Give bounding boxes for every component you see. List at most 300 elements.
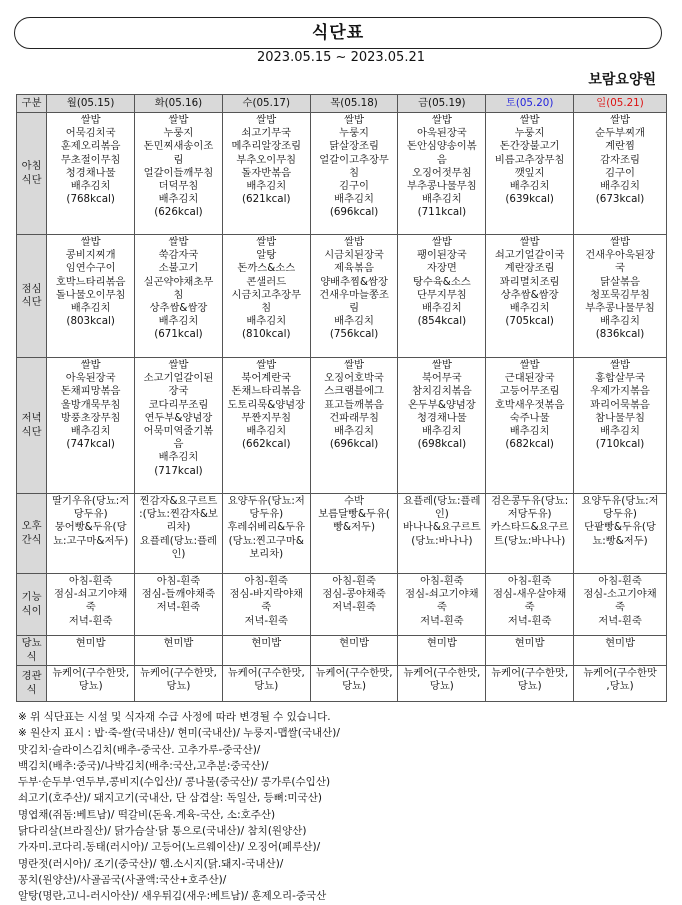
menu-item: 근대된장국 — [504, 372, 555, 385]
day-header: 금(05.19) — [398, 95, 486, 113]
menu-item: 점심-콩야채죽 — [322, 588, 386, 601]
menu-item: 우제가지볶음 — [590, 385, 650, 398]
menu-item: 훈제오리볶음 — [60, 140, 121, 153]
menu-item: 뉴케어(구수한맛, — [403, 667, 481, 679]
menu-item: 뉴케어(구수한맛, — [315, 667, 393, 679]
menu-item: 쌀밥 — [80, 114, 101, 126]
menu-item: 울방개묵무침 — [60, 398, 121, 411]
menu-item: 저녁-흰죽 — [68, 614, 113, 627]
menu-cell — [222, 494, 310, 574]
menu-cell — [574, 358, 667, 494]
menu-item: 저녁-흰죽 — [598, 614, 642, 627]
row-label-line: 경관 — [21, 670, 42, 683]
menu-item: (705kcal) — [505, 315, 554, 328]
menu-item: 시금치고추장무 — [231, 288, 302, 301]
menu-item: 누룽지 — [163, 127, 194, 140]
menu-item: 배추김치 — [509, 302, 550, 315]
menu-item: 아침-흰죽 — [598, 575, 642, 587]
menu-item: 뭉어빵&두유(당 — [54, 521, 127, 534]
menu-item: 뉴케어(구수한맛, — [227, 667, 305, 679]
menu-cell — [222, 358, 310, 494]
menu-item: 닭살장조림 — [329, 140, 379, 153]
menu-item: 쌀밥 — [168, 359, 189, 371]
menu-item: (671kcal) — [154, 328, 203, 341]
menu-item: 보리차) — [249, 547, 284, 560]
menu-item: 자장면 — [426, 262, 457, 275]
menu-item: 도토리묵&양념장 — [227, 398, 306, 411]
menu-item: 바나나&요구르트 — [403, 521, 481, 534]
menu-cell — [222, 235, 310, 358]
tube-feeding-row — [17, 666, 667, 702]
row-label-line: 식단 — [21, 296, 42, 308]
day-header: 토(05.20) — [486, 95, 574, 113]
row-label-line: 점심 — [21, 282, 42, 295]
menu-item: 부추오이무침 — [236, 153, 297, 166]
menu-item: 돈채피망볶음 — [60, 385, 121, 398]
menu-item: 연두부&양념장 — [144, 411, 213, 424]
menu-item: (626kcal) — [154, 206, 203, 219]
menu-item: 림 — [349, 302, 360, 315]
note-line: 맛김치·슬라이스김치(배추-중국산. 고추가루-중국산)/ — [18, 743, 261, 756]
menu-cell — [398, 235, 486, 358]
menu-item: (836kcal) — [595, 328, 645, 341]
menu-item: 배추김치 — [246, 180, 287, 193]
menu-item: (756kcal) — [329, 328, 379, 341]
menu-item: 콘샐러드 — [246, 275, 287, 288]
menu-item: 아침-흰죽 — [420, 575, 464, 587]
menu-item: 쌀밥 — [431, 114, 452, 126]
menu-item: 당뇨) — [429, 680, 454, 693]
menu-item: 당뇨) — [342, 680, 367, 693]
row-label — [17, 636, 47, 666]
menu-cell — [574, 235, 667, 358]
page-title: 식단표 — [14, 17, 662, 49]
menu-item: (621kcal) — [242, 193, 291, 206]
menu-item: 저녁-흰죽 — [244, 614, 289, 627]
menu-item: 찐감자&요구르트 — [139, 495, 218, 507]
menu-item: 요양두유(당뇨:저 — [227, 495, 305, 507]
menu-item: 아침-흰죽 — [332, 575, 376, 587]
menu-item: 온두부&양념장 — [407, 398, 476, 411]
menu-item: 상추쌈&쌈장 — [149, 302, 208, 315]
menu-item: 죽 — [261, 601, 272, 614]
menu-item: 배추김치 — [246, 315, 287, 328]
note-line: 가자미.코다리.동태(러시아)/ 고등어(노르웨이산)/ 오징어(페루산)/ — [18, 841, 321, 854]
row-label-line: 식단 — [21, 173, 42, 186]
menu-item: 돈간장불고기 — [499, 140, 560, 153]
menu-item: 배추김치 — [600, 315, 640, 328]
row-label — [17, 494, 47, 574]
menu-item: 점심-소고기야채 — [583, 588, 657, 601]
menu-item: 깻잎지 — [514, 166, 545, 179]
menu-cell — [574, 574, 667, 636]
menu-cell — [47, 494, 135, 574]
menu-item: (682kcal) — [505, 438, 554, 451]
menu-item: 배추김치 — [509, 180, 550, 193]
menu-item: 당두유) — [603, 508, 637, 521]
row-label — [17, 574, 47, 636]
menu-item: 아침-흰죽 — [507, 575, 552, 587]
menu-item: (639kcal) — [505, 193, 554, 206]
menu-item: 점심-들깨야채죽 — [141, 588, 216, 601]
menu-item: 죽 — [615, 601, 625, 614]
menu-item: 현미밥 — [163, 637, 194, 649]
menu-item: 홍합살무국 — [595, 372, 645, 385]
menu-item: 임연수구이 — [65, 262, 116, 275]
menu-item: 쌀밥 — [256, 114, 277, 126]
menu-cell — [486, 494, 574, 574]
row-label-line: 식 — [26, 683, 37, 696]
menu-item: 빵&저두) — [333, 521, 375, 534]
menu-cell — [135, 113, 223, 235]
menu-item: 인) — [171, 547, 186, 560]
menu-item: 쌀밥 — [256, 359, 277, 371]
menu-item: 배추김치 — [158, 315, 199, 328]
menu-item: 뇨:빵&저두) — [592, 534, 648, 547]
menu-cell — [486, 358, 574, 494]
menu-cell — [398, 113, 486, 235]
table-body — [17, 113, 667, 702]
menu-item: 배추김치 — [334, 425, 374, 438]
menu-item: (810kcal) — [242, 328, 291, 341]
menu-item: 쌀밥 — [80, 236, 101, 248]
menu-item: 배추김치 — [334, 315, 374, 328]
menu-cell — [486, 113, 574, 235]
menu-item: (717kcal) — [154, 464, 203, 477]
day-header: 수(05.17) — [222, 95, 310, 113]
menu-item: 소불고기 — [158, 262, 199, 275]
menu-item: (768kcal) — [66, 193, 115, 206]
menu-item: 돈채느타리볶음 — [231, 385, 302, 398]
menu-cell — [310, 574, 398, 636]
menu-cell — [398, 358, 486, 494]
menu-cell — [222, 666, 310, 702]
menu-cell — [574, 113, 667, 235]
menu-item: 아침-흰죽 — [244, 575, 289, 587]
row-label-line: 아침 — [21, 160, 42, 173]
menu-item: 당뇨) — [166, 680, 191, 693]
menu-item: 무짠지무침 — [241, 411, 292, 424]
notes-section — [18, 709, 668, 905]
menu-cell — [47, 235, 135, 358]
menu-item: 배추김치 — [70, 302, 111, 315]
menu-item: 양배추찜&쌈장 — [320, 275, 388, 288]
note-line: 명란젓(러시아)/ 조기(중국산)/ 햄.소시지(닭.돼지-국내산)/ — [18, 857, 284, 870]
menu-item: 소고기얼갈이된 — [143, 372, 214, 385]
menu-item: 쌀밥 — [519, 359, 540, 371]
menu-item: 감자조림 — [600, 153, 640, 166]
menu-item: 당뇨) — [517, 680, 542, 693]
menu-item: 뉴케어(구수한맛, — [52, 667, 130, 679]
row-label-line: 오후 — [21, 520, 42, 533]
facility-name: 보람요양원 — [588, 72, 656, 88]
row-label-line: 기능 — [21, 591, 42, 604]
menu-item: 계란장조림 — [504, 262, 555, 275]
menu-item: 저당두유) — [507, 508, 552, 521]
day-header: 일(05.21) — [574, 95, 667, 113]
menu-cell — [47, 574, 135, 636]
note-line: 두부·순두부·연두부,콩비지(수입산)/ 콩나물(중국산)/ 콩가루(수입산) — [18, 776, 331, 789]
row-label — [17, 235, 47, 358]
menu-item: 현미밥 — [605, 637, 635, 649]
menu-item: 배추김치 — [70, 180, 111, 193]
menu-item: 쌀밥 — [519, 236, 540, 248]
menu-item: 침 — [173, 288, 184, 301]
menu-item: 표고들깨볶음 — [324, 398, 384, 411]
menu-item: 검은콩두유(당뇨: — [491, 495, 569, 507]
menu-item: 오징어호박국 — [324, 372, 384, 385]
menu-item: :(당뇨:찐감자&보 — [139, 508, 218, 521]
menu-item: 림 — [173, 153, 184, 166]
row-label-line: 식이 — [21, 604, 42, 617]
menu-item: 배추김치 — [421, 302, 462, 315]
menu-item: 숙주나물 — [509, 411, 550, 424]
menu-cell — [486, 636, 574, 666]
menu-item: 쑥감자국 — [158, 249, 199, 262]
row-label-line: 저녁 — [21, 412, 42, 425]
menu-item: 단무지무침 — [416, 288, 467, 301]
menu-item: 김구이 — [605, 166, 635, 179]
menu-item: 배추김치 — [509, 425, 550, 438]
menu-cell — [310, 636, 398, 666]
menu-item: 쇠고기무국 — [241, 127, 292, 140]
menu-item: ,당뇨) — [606, 680, 634, 693]
menu-item: 뉴케어(구수한맛 — [583, 667, 657, 679]
menu-item: (854kcal) — [417, 315, 467, 328]
menu-item: 당뇨) — [78, 680, 103, 693]
menu-item: 누룽지 — [339, 127, 369, 140]
menu-item: 아욱된장국 — [65, 372, 116, 385]
menu-item: 죽 — [85, 601, 96, 614]
menu-item: 침 — [261, 302, 272, 315]
menu-item: 요양두유(당뇨:저 — [581, 495, 659, 507]
menu-item: 청경채나물 — [65, 166, 116, 179]
menu-cell — [486, 235, 574, 358]
menu-item: 죽 — [524, 601, 535, 614]
menu-item: 돌자반볶음 — [241, 166, 292, 179]
row-label-line: 당뇨 — [21, 637, 42, 650]
menu-item: 부추콩나물무침 — [407, 180, 477, 193]
menu-cell — [398, 494, 486, 574]
lunch-row — [17, 235, 667, 358]
menu-item: 점심-쇠고기야채 — [405, 588, 479, 601]
menu-item: 보름달빵&두유( — [318, 508, 390, 521]
breakfast-row — [17, 113, 667, 235]
menu-item: 호박새우젓볶음 — [494, 398, 565, 411]
menu-item: 쌀밥 — [256, 236, 277, 248]
menu-item: 점심-새우살야채 — [492, 588, 567, 601]
menu-item: 현미밥 — [426, 637, 457, 649]
menu-item: 쌀밥 — [610, 236, 630, 248]
menu-item: 얼갈이고추장무 — [319, 153, 389, 166]
menu-item: 현미밥 — [339, 637, 369, 649]
menu-item: 뉴케어(구수한맛, — [491, 667, 569, 679]
menu-item: 후레쉬베리&두유 — [227, 521, 306, 534]
menu-item: 배추김치 — [421, 193, 462, 206]
menu-item: 쌀밥 — [168, 236, 189, 248]
menu-cell — [47, 113, 135, 235]
snack-row — [17, 494, 667, 574]
menu-item: 돈까스&소스 — [237, 262, 296, 275]
menu-item: 콩비지찌개 — [65, 249, 116, 262]
menu-item: 아침-흰죽 — [68, 575, 113, 587]
note-line: 닭다리살(브라질산)/ 닭가슴살·닭 통으로(국내산)/ 참치(원양산) — [18, 825, 307, 838]
menu-cell — [135, 574, 223, 636]
menu-cell — [47, 358, 135, 494]
menu-item: 당두유) — [73, 508, 108, 521]
menu-item: 비름고추장무침 — [494, 153, 565, 166]
menu-item: (673kcal) — [595, 193, 645, 206]
menu-item: 팽이된장국 — [416, 249, 467, 262]
menu-item: 고등어무조림 — [499, 385, 560, 398]
menu-item: 건새우마늘쫑조 — [319, 288, 389, 301]
menu-table — [16, 94, 667, 702]
menu-item: 시금치된장국 — [324, 249, 384, 262]
menu-item: 인) — [434, 508, 449, 521]
menu-cell — [310, 113, 398, 235]
menu-item: (710kcal) — [595, 438, 645, 451]
menu-cell — [486, 666, 574, 702]
menu-item: 뇨:고구마&저두) — [53, 534, 129, 547]
menu-item: 순두부찌개 — [595, 127, 645, 140]
row-label — [17, 113, 47, 235]
menu-item: 저녁-흰죽 — [420, 614, 464, 627]
menu-item: 당뇨) — [254, 680, 279, 693]
menu-item: 어묵미역줄기볶 — [143, 425, 214, 438]
menu-item: 북어무국 — [421, 372, 462, 385]
menu-item: 돌나물오이무침 — [55, 288, 126, 301]
menu-item: 어묵김치국 — [65, 127, 116, 140]
menu-item: 북어계란국 — [241, 372, 292, 385]
menu-item: 코다리무조림 — [148, 398, 209, 411]
menu-item: (698kcal) — [417, 438, 467, 451]
menu-cell — [135, 494, 223, 574]
menu-item: 수박 — [344, 495, 364, 507]
menu-item: 부추콩나물무침 — [585, 302, 655, 315]
menu-item: 김구이 — [339, 180, 369, 193]
row-label-line: 식단 — [21, 425, 42, 438]
menu-item: 무초절이무침 — [60, 153, 121, 166]
menu-cell — [222, 574, 310, 636]
menu-item: 청경채나물 — [416, 411, 467, 424]
menu-item: 참나물무침 — [595, 411, 645, 424]
day-header: 화(05.16) — [135, 95, 223, 113]
note-line: ※ 원산지 표시 : 밥·죽-쌀(국내산)/ 현미(국내산)/ 누룽지-맵쌀(국내산)/ — [18, 727, 340, 740]
menu-cell — [574, 666, 667, 702]
menu-cell — [398, 666, 486, 702]
menu-item: 쌀밥 — [344, 236, 364, 248]
functional-diet-row — [17, 574, 667, 636]
menu-item: 저녁-흰죽 — [507, 614, 552, 627]
menu-item: 배추김치 — [158, 451, 199, 464]
menu-item: 건새우아욱된장 — [585, 249, 655, 262]
menu-item: (당뇨:찐고구마& — [228, 534, 304, 547]
menu-item: 현미밥 — [75, 637, 106, 649]
menu-item: 탕수육&소스 — [412, 275, 471, 288]
menu-item: 쌀밥 — [168, 114, 189, 126]
menu-item: 점심-바지락야채 — [229, 588, 303, 601]
menu-cell — [574, 494, 667, 574]
menu-item: 아욱된장국 — [416, 127, 467, 140]
corner-header: 구분 — [17, 95, 47, 113]
note-line: 알탕(명란,고니-러시아산)/ 새우튀김(새우:베트남)/ 훈제오리-중국산 — [18, 890, 327, 903]
menu-item: 계란찜 — [605, 140, 635, 153]
menu-item: 배추김치 — [600, 425, 640, 438]
menu-item: 쌀밥 — [344, 114, 364, 126]
menu-item: 청포묵김무침 — [590, 288, 650, 301]
menu-item: 요플레(당뇨:플레 — [139, 534, 218, 547]
menu-item: 스크램블에그 — [324, 385, 384, 398]
menu-cell — [135, 358, 223, 494]
menu-item: 방풍초장무침 — [60, 411, 121, 424]
menu-item: 꽈리멸치조림 — [499, 275, 560, 288]
menu-item: (당뇨:바나나) — [411, 534, 473, 547]
menu-item: 알탕 — [256, 249, 277, 262]
menu-item: 배추김치 — [421, 425, 462, 438]
menu-item: 쌀밥 — [610, 114, 630, 126]
menu-cell — [574, 636, 667, 666]
menu-item: 음 — [436, 153, 447, 166]
note-line: ※ 위 식단표는 시설 및 식자재 수급 사정에 따라 변경될 수 있습니다. — [18, 711, 331, 723]
menu-item: 당두유) — [249, 508, 284, 521]
menu-item: 실곤약야채초무 — [143, 275, 214, 288]
menu-item: 침 — [349, 166, 360, 179]
note-line: 백김치(배추:중국)/나박김치(배추:국산,고추분:중국산)/ — [18, 759, 269, 772]
menu-item: 딸기우유(당뇨:저 — [52, 495, 130, 507]
dinner-row — [17, 358, 667, 494]
menu-item: 돈안심양송이볶 — [407, 140, 477, 153]
menu-item: 상추쌈&쌈장 — [500, 288, 559, 301]
menu-item: (803kcal) — [66, 315, 115, 328]
menu-item: 현미밥 — [514, 637, 545, 649]
menu-item: 저녁-흰죽 — [332, 601, 376, 614]
diabetic-row — [17, 636, 667, 666]
menu-cell — [135, 666, 223, 702]
menu-cell — [47, 666, 135, 702]
menu-item: (696kcal) — [329, 206, 379, 219]
menu-item: 메추리알장조림 — [231, 140, 302, 153]
menu-item: 돈민찌새송이조 — [143, 140, 214, 153]
menu-item: 참치김치볶음 — [412, 385, 472, 398]
menu-cell — [135, 235, 223, 358]
note-line: 쇠고기(호주산)/ 돼지고기(국내산, 단 삼겹살: 독일산, 등뼈:미국산) — [18, 792, 322, 805]
menu-item: 배추김치 — [70, 425, 111, 438]
menu-cell — [310, 235, 398, 358]
menu-item: (662kcal) — [242, 438, 291, 451]
menu-item: (747kcal) — [66, 438, 115, 451]
row-label — [17, 666, 47, 702]
menu-item: 닭살볶음 — [600, 275, 640, 288]
menu-cell — [398, 636, 486, 666]
day-header: 목(05.18) — [310, 95, 398, 113]
day-header: 월(05.15) — [47, 95, 135, 113]
menu-item: 건파래무침 — [329, 411, 379, 424]
menu-item: 얼갈이들깨무침 — [143, 166, 214, 179]
note-line: 명엽채(쥐돔:베트남)/ 떡갈비(돈육.계육-국산, 소:호주산) — [18, 808, 276, 821]
menu-item: 단팥빵&두유(당 — [584, 521, 656, 534]
menu-item: 장국 — [168, 385, 189, 398]
row-label — [17, 358, 47, 494]
menu-cell — [222, 113, 310, 235]
menu-cell — [310, 494, 398, 574]
menu-item: 저녁-흰죽 — [156, 601, 201, 614]
table-header-row — [17, 95, 667, 113]
menu-item: 제육볶음 — [334, 262, 374, 275]
menu-item: 음 — [173, 438, 184, 451]
menu-cell — [310, 666, 398, 702]
menu-item: 쌀밥 — [519, 114, 540, 126]
menu-cell — [222, 636, 310, 666]
